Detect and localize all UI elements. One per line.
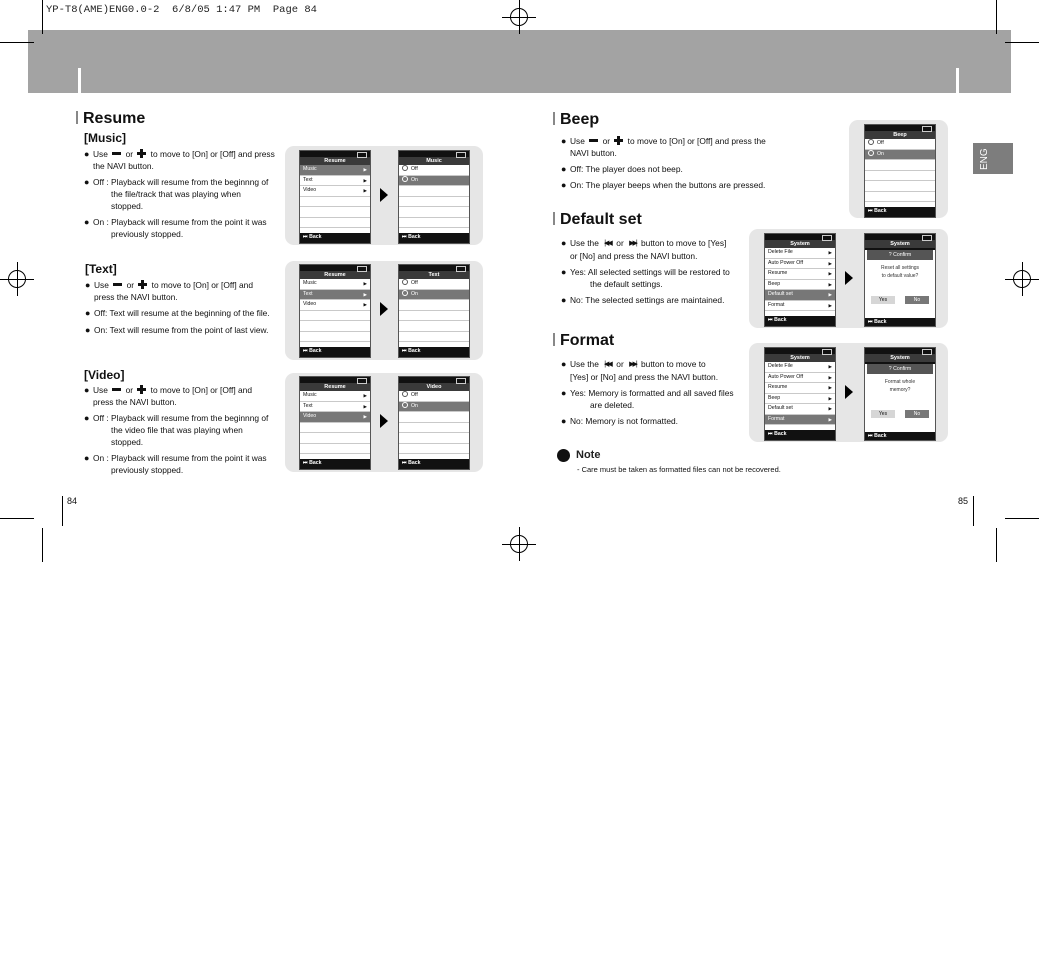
section-title-default-set: Default set [553,211,642,229]
page-number-left: 84 [67,496,78,506]
section-title-beep: Beep [553,111,599,129]
registration-mark [1005,262,1039,296]
note-label: Note [576,449,601,461]
skip-forward-icon: ▶▶| [629,361,636,368]
crop-mark [996,528,997,562]
music-heading: [Music] [84,131,126,145]
skip-forward-icon: ▶▶| [629,240,636,247]
note-text: - Care must be taken as formatted files can not be recovered. [577,465,781,474]
print-slug: YP-T8(AME)ENG0.0-2 6/8/05 1:47 PM Page 84 [46,4,317,16]
section-title-format: Format [553,332,614,350]
screen-system-default: System Delete File ▶ Auto Power Off ▶ Resume ▶ Beep ▶ Default set ▶ Format ▶ ⏮ Back [764,233,836,327]
plus-icon [137,385,146,394]
crop-mark [42,528,43,562]
plus-icon [614,136,623,145]
plus-icon [138,280,147,289]
music-bullets: ● Use or to move to [On] or [Off] and press the NAVI button. ● Off : Playback will resume from the beginnng of the file/track that was playing when stopped. ● On : Playback will resume from the point it was previously stopped. [84,149,275,239]
screen-music-options: Music Off On ⏮ Back [398,150,470,244]
screen-resume-text: Resume Music ▶ Text ▶ Video ▶ ⏮ Back [299,264,371,358]
crop-mark [0,42,34,43]
no-button: No [905,296,929,304]
note-pencil-icon [557,449,570,462]
no-button: No [905,410,929,418]
crop-mark [0,518,34,519]
default-bullets: ● Use the |◀◀ or ▶▶| button to move to [Yes] or [No] and press the NAVI button. ● Yes: All selected settings will be restored to the default settings. ● No: The selected settings are maintained. [561,238,730,305]
crop-mark [1005,518,1039,519]
page-rule [973,496,974,526]
crop-mark [1005,42,1039,43]
crop-mark [996,0,997,34]
screen-beep-options: Beep Off On ⏮ Back [864,124,936,218]
crop-mark [42,0,43,34]
yes-button: Yes [871,410,895,418]
header-band [28,30,1011,93]
screen-confirm-default: System ? Confirm Reset all settings to default value? Yes No ⏮ Back [864,233,936,327]
skip-back-icon: |◀◀ [604,361,611,368]
arrow-right-icon [845,271,853,285]
arrow-right-icon [845,385,853,399]
arrow-right-icon [380,188,388,202]
arrow-right-icon [380,302,388,316]
minus-icon [589,139,598,142]
screen-confirm-format: System ? Confirm Format whole memory? Yes No ⏮ Back [864,347,936,441]
band-notch-right [956,68,959,93]
video-bullets: ● Use or to move to [On] or [Off] and press the NAVI button. ● Off : Playback will resume from the beginnng of the video file that was playing when stopped. ● On : Playback will resume from the point it was previously stopped. [84,385,269,475]
arrow-right-icon [380,414,388,428]
text-bullets: ● Use or to move to [On] or [Off] and press the NAVI button. ● Off: Text will resume at the beginning of the file. ● On: Text will resume from the point of last view. [85,280,270,335]
text-heading: [Text] [85,262,117,276]
registration-mark [0,262,34,296]
yes-button: Yes [871,296,895,304]
minus-icon [113,283,122,286]
skip-back-icon: |◀◀ [604,240,611,247]
screen-text-options: Text Off On ⏮ Back [398,264,470,358]
format-bullets: ● Use the |◀◀ or ▶▶| button to move to [Yes] or [No] and press the NAVI button. ● Yes: Memory is formatted and all saved files are deleted. ● No: Memory is not formatted. [561,359,734,426]
minus-icon [112,152,121,155]
band-notch-left [78,68,81,93]
page-number-right: 85 [958,496,969,506]
page-rule [62,496,63,526]
screen-resume-video: Resume Music ▶ Text ▶ Video ▶ ⏮ Back [299,376,371,470]
section-title-resume: Resume [76,110,145,128]
screen-resume-music: Resume Music ▶ Text ▶ Video ▶ ⏮ Back [299,150,371,244]
screen-video-options: Video Off On ⏮ Back [398,376,470,470]
screen-system-format: System Delete File ▶ Auto Power Off ▶ Resume ▶ Beep ▶ Default set ▶ Format ▶ ⏮ Back [764,347,836,441]
minus-icon [112,388,121,391]
beep-bullets: ● Use or to move to [On] or [Off] and press the NAVI button. ● Off: The player does not beep. ● On: The player beeps when the buttons are pressed. [561,136,766,190]
plus-icon [137,149,146,158]
eng-tab: ENG [973,143,1013,174]
video-heading: [Video] [84,368,125,382]
registration-mark [502,0,536,34]
registration-mark [502,527,536,561]
